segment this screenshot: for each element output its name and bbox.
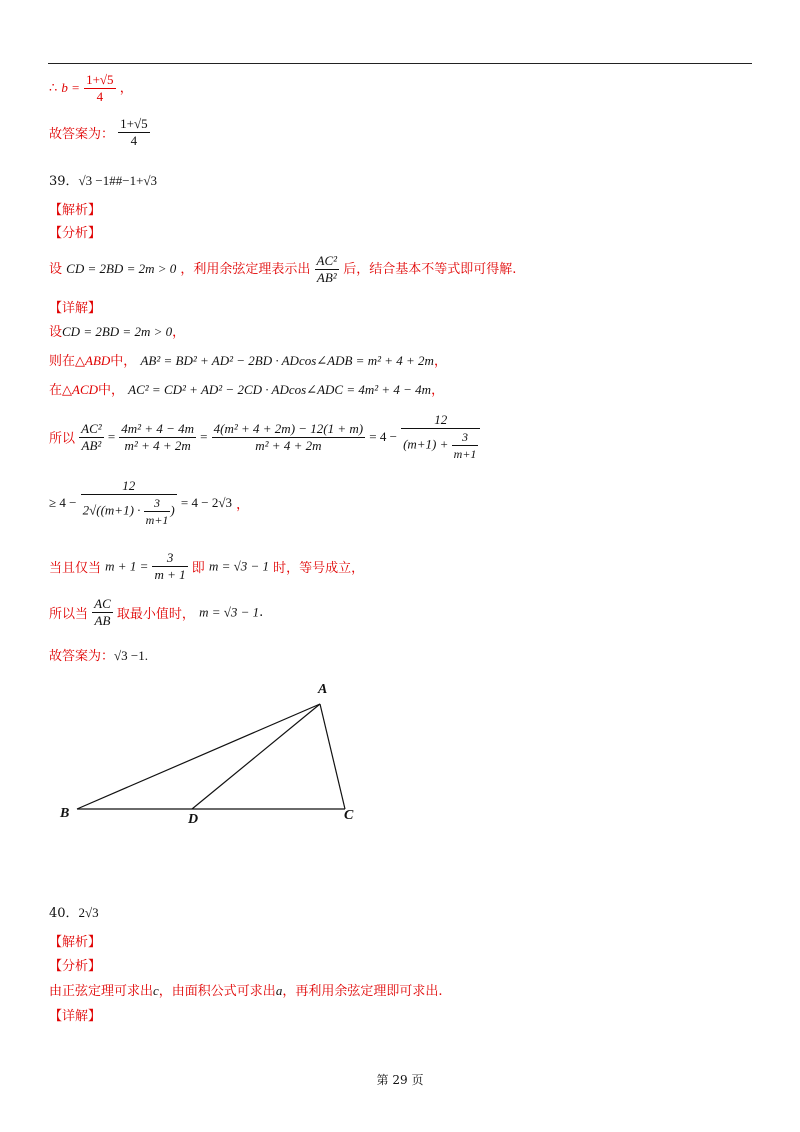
label-jiexi-40: 【解析】 [49,935,102,950]
segment-ad [192,704,320,809]
vertex-label-d: D [188,812,199,827]
detail-line-5: ≥ 4 − 12 2√((m+1) · $\frac{3}{m+1}$ ) = 4 − 2√3 ， [49,478,250,527]
label-xiangjie-40: 【详解】 [49,1009,102,1024]
analysis-line: 设 CD = 2BD = 2m > 0 ，利用余弦定理表示出 $\frac{\text{AC²}}{\text{AB²}}$ 后，结合基本不等式即可得解. [49,253,517,285]
question-40-answer: 40．2√3 [49,905,99,921]
detail-line-4: 所以 $\frac{\text{AC²}}{\text{AB²}}$ = $\frac{\text{4m² + 4 − 4m}}{\text{m² + 4 + 2m}}$ = $\frac{\text{4(m² + 4 + 2m) − 12(1 + m)}}{\text{m² + 4 + 2m}}$ = 4 − 12 (m+1) + $\frac{3}{m+1}$ [49,412,480,462]
segment-ac [320,704,345,809]
page-footer: 第 29 页 [376,1073,424,1087]
vertex-label-a: A [318,682,328,697]
detail-line-1: 设CD = 2BD = 2m > 0， [49,324,186,340]
vertex-label-b: B [60,806,70,821]
detail-line-7: 所以当 $\frac{AC}{AB}$ 取最小值时， m = √3 − 1. [49,596,264,628]
answer-line-1: 故答案为： $\frac{1+√5}{4}$ [49,116,148,148]
question-39-answer: 39．√3 −1##−1+√3 [49,173,158,189]
detail-line-6: 当且仅当 m + 1 = $\frac{3}{m + 1}$ 即 m = √3 − 1 时，等号成立， [49,550,365,582]
label-jiexi: 【解析】 [49,203,102,218]
label-fenxi: 【分析】 [49,226,102,241]
detail-line-3: 在△ACD中， AC² = CD² + AD² − 2CD · ADcos∠ADC = 4m² + 4 − 4m， [49,382,445,398]
segment-ba [77,704,320,809]
answer-line-39: 故答案为：√3 −1. [49,648,148,664]
vertex-label-c: C [344,808,354,823]
detail-line-2: 则在△ABD中， AB² = BD² + AD² − 2BD · ADcos∠ADB = m² + 4 + 2m， [49,353,447,369]
line-therefore: ∴ b = $\frac{1+√5}{4}$ ， [49,72,133,104]
analysis-line-40: 由正弦定理可求出c，由面积公式可求出a，再利用余弦定理即可求出. [49,983,443,999]
label-fenxi-40: 【分析】 [49,959,102,974]
label-xiangjie: 【详解】 [49,301,102,316]
